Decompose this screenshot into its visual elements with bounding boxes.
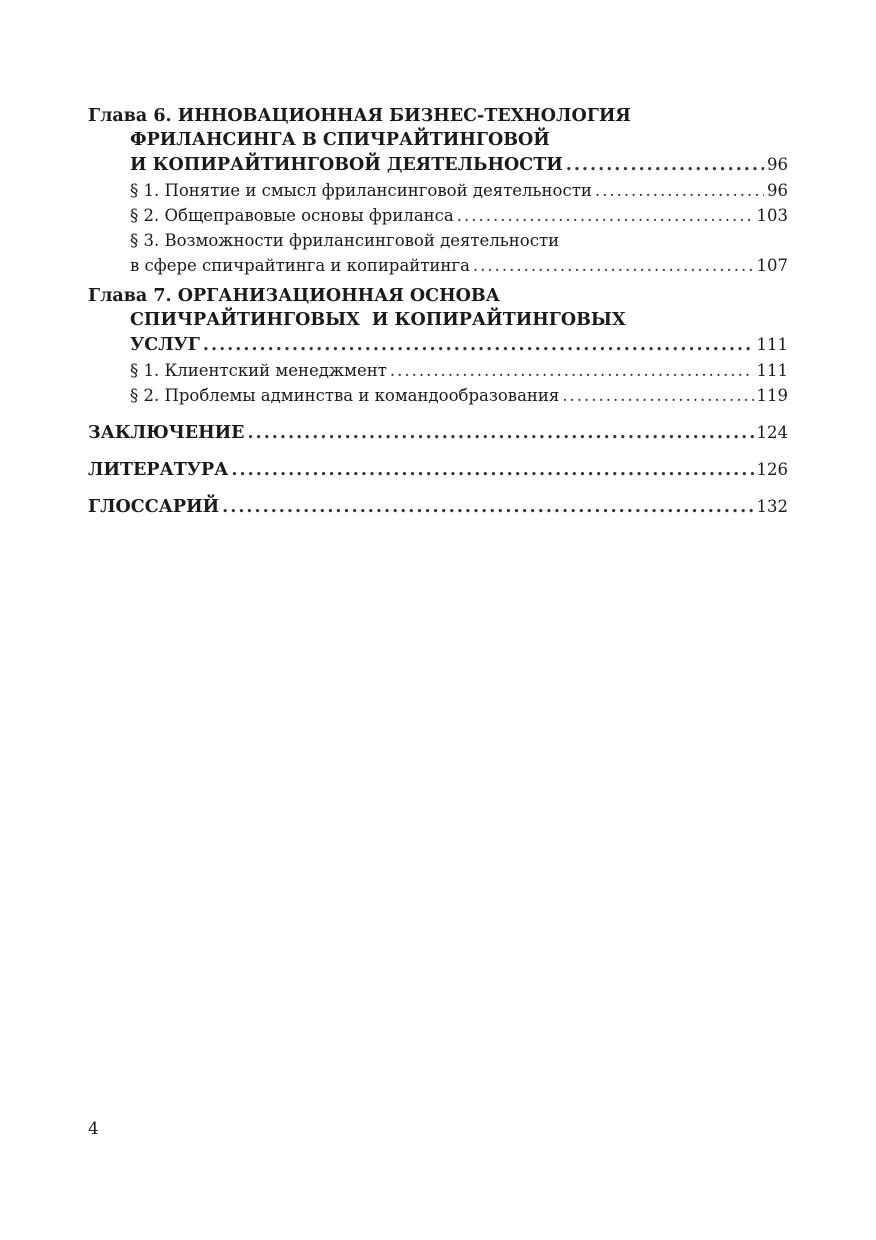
- table-of-contents: [88, 104, 788, 520]
- section-title: § 2. Проблемы админства и командообразования: [130, 386, 560, 405]
- chapter-title-line: СПИЧРАЙТИНГОВЫХ И КОПИРАЙТИНГОВЫХ: [130, 310, 626, 330]
- page-ref: 124: [756, 423, 788, 442]
- chapter-title-line: И КОПИРАЙТИНГОВОЙ ДЕЯТЕЛЬНОСТИ: [130, 155, 563, 175]
- page-number: 4: [88, 1119, 99, 1139]
- chapter-label: Глава 6.: [88, 106, 172, 126]
- dot-leader: [203, 333, 754, 358]
- page-ref: 96: [767, 155, 788, 174]
- back-matter-title: ЛИТЕРАТУРА: [88, 460, 229, 480]
- dot-leader: [457, 203, 754, 228]
- dot-leader: [390, 358, 754, 383]
- dot-leader: [562, 383, 753, 408]
- chapter-label: Глава 7.: [88, 286, 172, 306]
- page-ref: 111: [756, 361, 788, 380]
- toc-entry[interactable]: [88, 358, 788, 383]
- page-ref: 103: [756, 206, 788, 225]
- back-matter-title: ЗАКЛЮЧЕНИЕ: [88, 423, 245, 443]
- toc-entry-conclusion[interactable]: [88, 420, 788, 446]
- chapter-title-line: ИННОВАЦИОННАЯ БИЗНЕС-ТЕХНОЛОГИЯ: [177, 106, 631, 126]
- page-ref: 119: [756, 386, 788, 405]
- toc-entry[interactable]: [88, 253, 788, 278]
- dot-leader: [473, 253, 754, 278]
- toc-entry[interactable]: [88, 178, 788, 203]
- dot-leader: [231, 458, 753, 483]
- page-ref: 111: [756, 335, 788, 354]
- section-title: § 2. Общеправовые основы фриланса: [130, 206, 454, 225]
- dot-leader: [595, 178, 764, 203]
- back-matter-title: ГЛОССАРИЙ: [88, 497, 220, 517]
- page-ref: 96: [767, 181, 788, 200]
- chapter-7: [88, 284, 788, 408]
- toc-entry[interactable]: [88, 383, 788, 408]
- section-title: в сфере спичрайтинга и копирайтинга: [130, 256, 470, 275]
- section-title: § 1. Понятие и смысл фрилансинговой деятельности: [130, 181, 592, 200]
- page-ref: 126: [756, 460, 788, 479]
- toc-entry-literature[interactable]: [88, 457, 788, 483]
- chapter-heading: [88, 104, 788, 128]
- toc-entry[interactable]: [88, 203, 788, 228]
- dot-leader: [248, 421, 754, 446]
- toc-entry[interactable]: [88, 152, 788, 178]
- section-title: § 3. Возможности фрилансинговой деятельности: [130, 231, 560, 250]
- toc-entry[interactable]: [88, 332, 788, 358]
- chapter-6: [88, 104, 788, 278]
- toc-entry-glossary[interactable]: [88, 494, 788, 520]
- page-ref: 107: [756, 256, 788, 275]
- section-title: § 1. Клиентский менеджмент: [130, 361, 387, 380]
- dot-leader: [566, 153, 764, 178]
- chapter-title-line: ОРГАНИЗАЦИОННАЯ ОСНОВА: [177, 286, 500, 306]
- dot-leader: [222, 495, 753, 520]
- chapter-title-line: УСЛУГ: [130, 335, 200, 355]
- page-ref: 132: [756, 497, 788, 516]
- chapter-heading: [88, 284, 788, 308]
- chapter-title-line: ФРИЛАНСИНГА В СПИЧРАЙТИНГОВОЙ: [130, 130, 550, 150]
